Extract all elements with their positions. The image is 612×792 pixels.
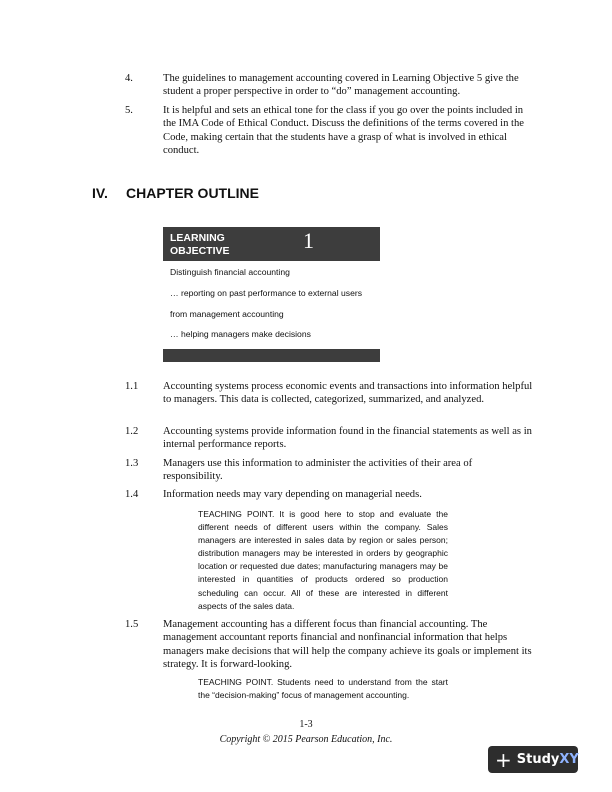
learning-objective-number: 1	[303, 228, 314, 253]
section-title: CHAPTER OUTLINE	[126, 185, 259, 201]
badge-label	[517, 752, 579, 767]
guideline-number: 5.	[125, 105, 133, 116]
outline-text: Accounting systems process economic events and transactions into information helpful to managers. This data is collected, categorized, summarized, and analyzed.	[163, 381, 533, 406]
outline-text: Management accounting has a different focus than financial accounting. The management accountant reports financial and nonfinancial information that helps managers make decisions that will help the company achieve its goals or implement its strategy. It is forward-looking.	[163, 619, 532, 671]
outline-text: Accounting systems provide information found in the financial statements as well as in internal performance reports.	[163, 426, 532, 451]
guideline-number: 4.	[125, 73, 133, 84]
plus-icon: +	[495, 747, 512, 772]
outline-number: 1.1	[125, 381, 139, 392]
outline-number: 1.2	[125, 426, 139, 437]
teaching-point: TEACHING POINT. It is good here to stop and evaluate the different needs of different users within the company. Sales managers are interested in sales data by region or sales person; distribution managers may be interested in orders by geographic location or requested due dates; manufacturing managers may be interested in quantities of products ordered so production scheduling can occur. All of these are interested in different aspects of the sales data.	[198, 509, 448, 611]
outline-number: 1.4	[125, 489, 139, 500]
guideline-text: The guidelines to management accounting covered in Learning Objective 5 give the student a proper perspective in order to “do” management accounting.	[163, 73, 519, 98]
outline-number: 1.3	[125, 458, 139, 469]
learning-objective-label-line2: OBJECTIVE	[170, 244, 230, 257]
outline-text: Managers use this information to administer the activities of their area of responsibility.	[163, 458, 473, 483]
badge-label-main: Study	[516, 752, 560, 767]
learning-objective-line: from management accounting	[170, 309, 284, 319]
teaching-point: TEACHING POINT. Students need to understand from the start the “decision-making” focus of management accounting.	[198, 677, 448, 701]
page-number: 1-3	[299, 719, 313, 730]
outline-number: 1.5	[125, 619, 139, 630]
copyright: Copyright © 2015 Pearson Education, Inc.	[219, 734, 393, 745]
badge-label-accent: XY	[559, 752, 579, 767]
learning-objective-line: Distinguish financial accounting	[170, 267, 290, 277]
studyxy-badge[interactable]	[488, 746, 578, 773]
section-number: IV.	[92, 185, 108, 201]
learning-objective-label	[170, 232, 230, 257]
outline-text: Information needs may vary depending on managerial needs.	[163, 489, 422, 500]
learning-objective-label-line1: LEARNING	[170, 232, 225, 244]
guideline-text: It is helpful and sets an ethical tone for the class if you go over the points included in the IMA Code of Ethical Conduct. Discuss the definitions of the terms covered in the Code, making certain that the students have a grasp of what is involved in ethical conduct.	[163, 105, 524, 157]
learning-objective-line: … helping managers make decisions	[170, 329, 311, 339]
learning-objective-footer-bar	[163, 349, 380, 362]
learning-objective-line: … reporting on past performance to external users	[170, 288, 363, 298]
learning-objective-header	[163, 227, 380, 261]
